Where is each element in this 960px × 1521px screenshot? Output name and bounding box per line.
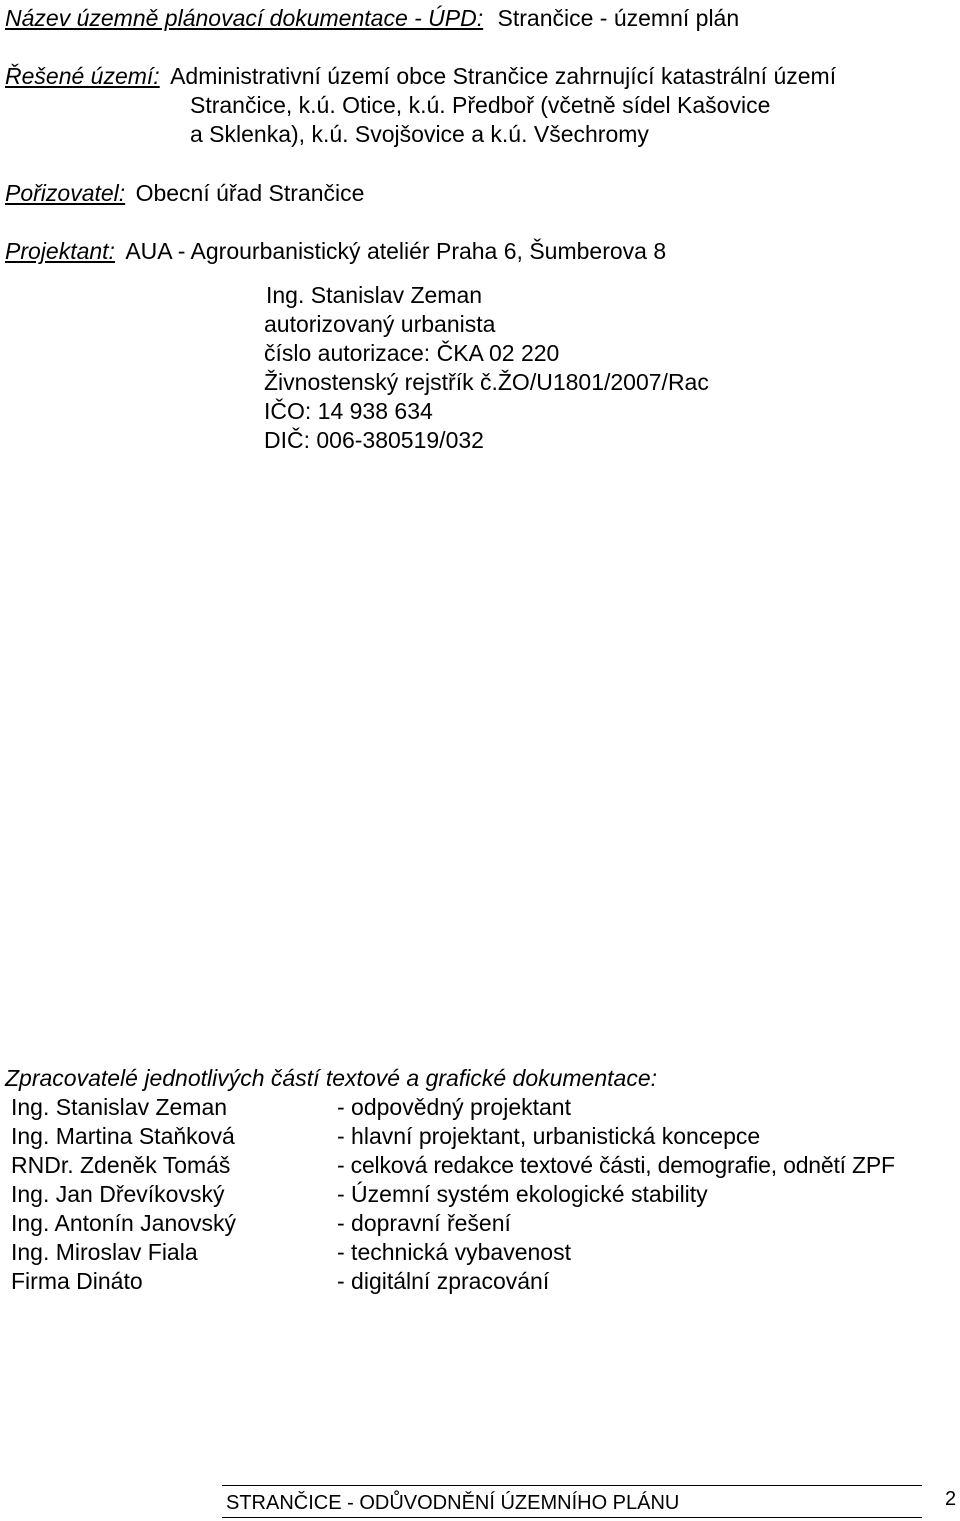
nazev-value: Strančice - územní plán <box>497 5 740 31</box>
zpracovatel-role: - digitální zpracování <box>337 1268 550 1294</box>
zpracovatel-row-5 <box>11 1209 895 1238</box>
projektant-details <box>264 281 709 455</box>
zpracovatel-role: - dopravní řešení <box>337 1210 511 1236</box>
zpracovatel-name: RNDr. Zdeněk Tomáš <box>11 1152 231 1178</box>
footer-rule-bottom <box>222 1517 922 1518</box>
projektant-detail-authorization: číslo autorizace: ČKA 02 220 <box>264 340 560 366</box>
projektant-row <box>5 237 666 266</box>
zpracovatel-name: Ing. Stanislav Zeman <box>11 1094 228 1120</box>
reseni-value-line-2: Strančice, k.ú. Otice, k.ú. Předboř (včetně sídel Kašovice <box>190 92 771 118</box>
footer-title: STRANČICE - ODŮVODNĚNÍ ÚZEMNÍHO PLÁNU <box>226 1492 680 1514</box>
zpracovatel-name: Ing. Miroslav Fiala <box>11 1239 198 1265</box>
zpracovatele-heading: Zpracovatelé jednotlivých částí textové a grafické dokumentace: <box>5 1065 658 1091</box>
zpracovatel-role: - celková redakce textové části, demografie, odnětí ZPF <box>337 1152 895 1178</box>
reseni-value-line-3: a Sklenka), k.ú. Svojšovice a k.ú. Všechromy <box>190 121 649 147</box>
zpracovatel-role: - technická vybavenost <box>337 1239 571 1265</box>
projektant-detail-dic: DIČ: 006-380519/032 <box>264 427 484 453</box>
projektant-detail-role: autorizovaný urbanista <box>264 311 496 337</box>
zpracovatel-name: Ing. Martina Staňková <box>11 1123 235 1149</box>
zpracovatel-name: Firma Dináto <box>11 1268 143 1294</box>
projektant-value: AUA - Agrourbanistický ateliér Praha 6, Šumberova 8 <box>125 238 667 264</box>
footer-rule-top <box>222 1485 922 1486</box>
porizovatel-row <box>5 179 364 208</box>
zpracovatel-role: - hlavní projektant, urbanistická koncepce <box>337 1123 761 1149</box>
zpracovatel-row-4 <box>11 1180 895 1209</box>
zpracovatel-name: Ing. Jan Dřevíkovský <box>11 1181 225 1207</box>
page-number: 2 <box>945 1488 957 1510</box>
zpracovatel-name: Ing. Antonín Janovský <box>11 1210 237 1236</box>
reseni-label: Řešené území: <box>5 63 160 89</box>
reseni-row <box>5 62 836 91</box>
projektant-detail-trade-register: Živnostenský rejstřík č.ŽO/U1801/2007/Rac <box>264 369 709 395</box>
zpracovatel-row-2 <box>11 1122 895 1151</box>
zpracovatel-role: - odpovědný projektant <box>337 1094 571 1120</box>
zpracovatel-role: - Územní systém ekologické stability <box>337 1181 708 1207</box>
nazev-label: Název územně plánovací dokumentace - ÚPD: <box>5 5 484 31</box>
porizovatel-value: Obecní úřad Strančice <box>135 180 365 206</box>
nazev-row <box>5 4 739 33</box>
projektant-detail-ico: IČO: 14 938 634 <box>264 398 433 424</box>
zpracovatele-list <box>11 1093 895 1296</box>
zpracovatel-row-6 <box>11 1238 895 1267</box>
zpracovatel-row-7 <box>11 1267 895 1296</box>
projektant-label: Projektant: <box>5 238 115 264</box>
zpracovatel-row-1 <box>11 1093 895 1122</box>
projektant-detail-name: Ing. Stanislav Zeman <box>266 282 483 308</box>
zpracovatel-row-3 <box>11 1151 895 1180</box>
reseni-value-line-1: Administrativní území obce Strančice zahrnující katastrální území <box>170 63 837 89</box>
porizovatel-label: Pořizovatel: <box>5 180 126 206</box>
